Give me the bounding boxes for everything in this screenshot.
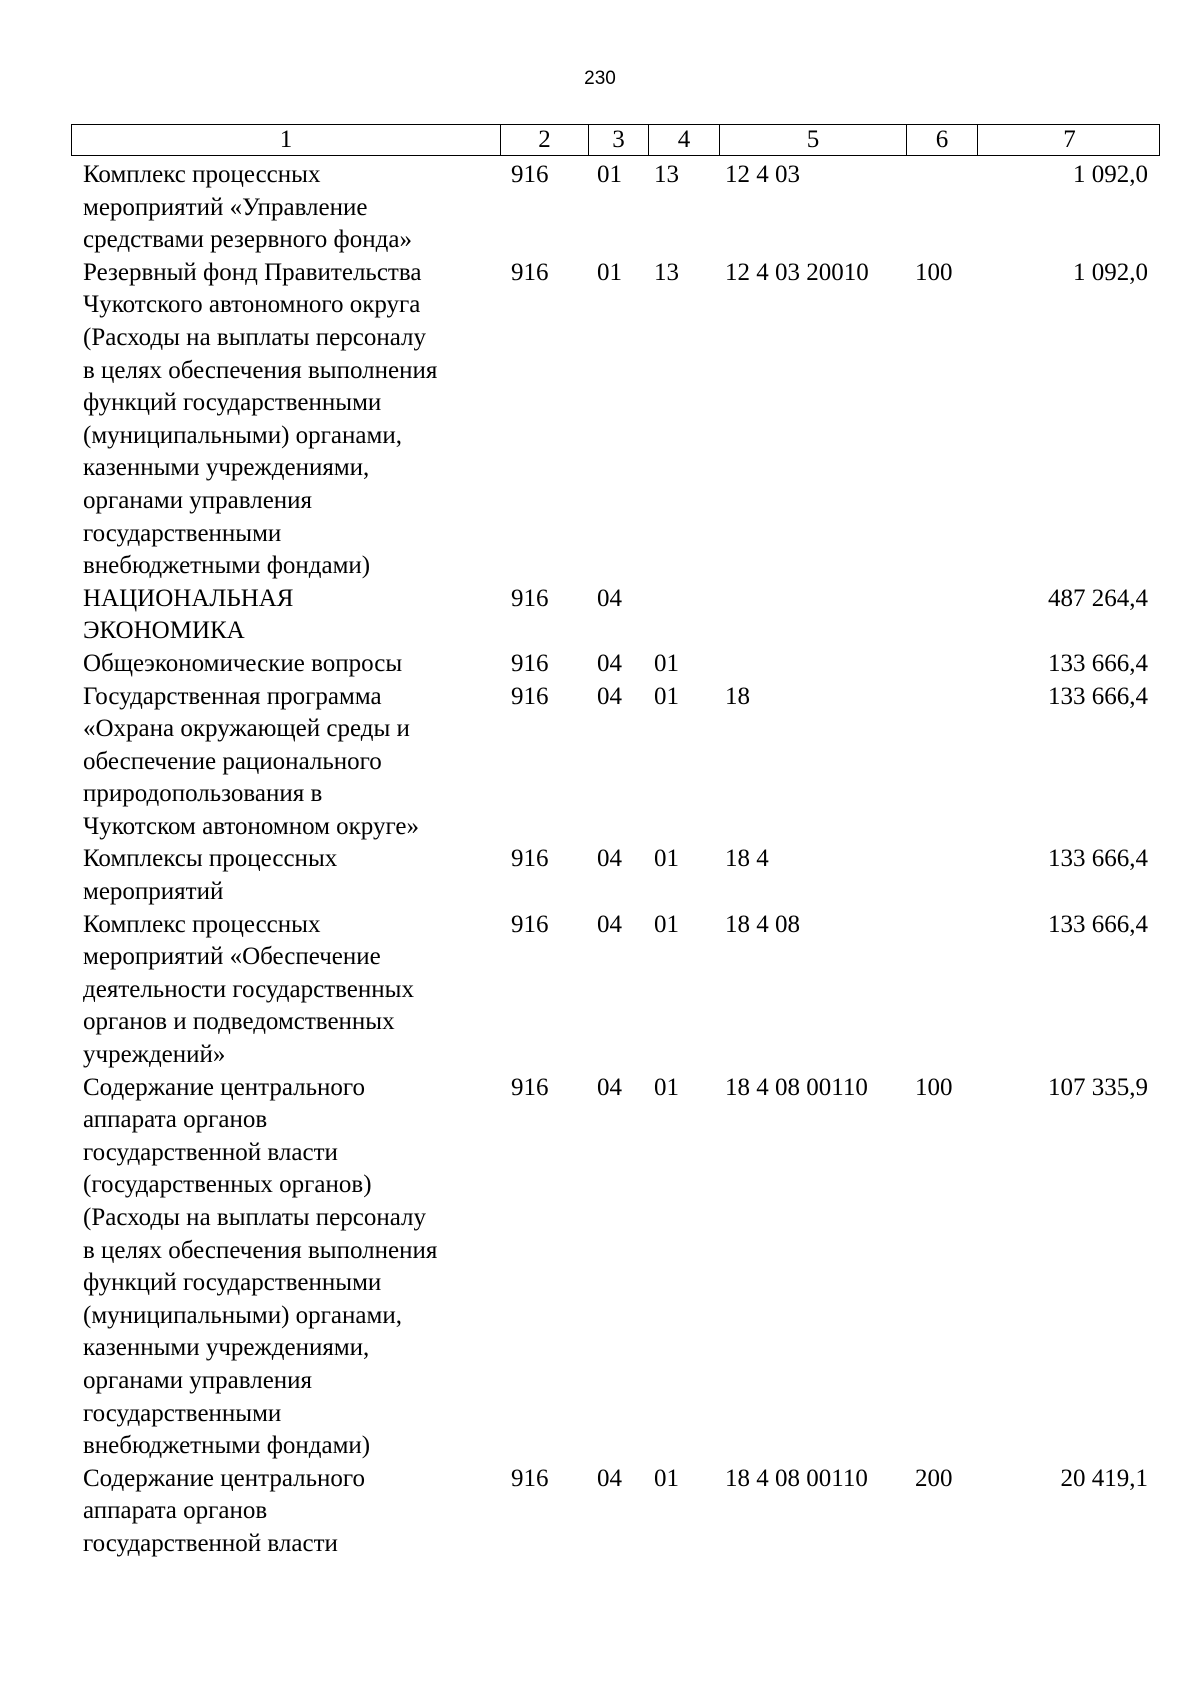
table-row [71,681,1160,844]
row-name: Комплекс процессных мероприятий «Управление средствами резервного фонда» [83,161,412,254]
row-expense-type [905,909,976,1072]
table-row [71,583,1160,648]
column-header-6: 6 [906,125,977,155]
row-amount: 107 335,9 [1048,1073,1148,1101]
table-row [71,1463,1160,1561]
row-code: 916 [511,910,549,938]
row-subsection: 13 [654,161,679,188]
row-name: Государственная программа «Охрана окружающей среды и обеспечение рационального природопользования в Чукотском автономном округе» [83,682,419,840]
row-section: 04 [597,584,622,612]
row-subsection: 01 [654,682,679,710]
row-expense-type [905,648,976,681]
row-code: 916 [511,682,549,710]
row-name: Комплексы процессных мероприятий [83,845,338,906]
column-header-3: 3 [588,125,648,155]
table-header [71,124,1160,156]
row-subsection: 01 [654,1073,679,1101]
row-name: Общеэкономические вопросы [83,649,403,677]
row-subsection: 01 [654,649,679,677]
row-amount: 1 092,0 [1073,258,1148,286]
row-target-article: 18 [725,682,750,710]
table-row [71,648,1160,681]
column-header-2: 2 [500,125,588,155]
row-target-article: 12 4 03 [725,161,800,188]
row-section: 04 [597,910,622,938]
row-section: 04 [597,845,622,873]
row-code: 916 [511,584,549,612]
row-subsection: 01 [654,1464,679,1492]
row-subsection [647,583,718,648]
table-row [71,159,1160,257]
row-expense-type [905,583,976,648]
row-target-article: 18 4 08 00110 [725,1464,868,1492]
row-expense-type: 100 [915,1073,953,1101]
row-name: Содержание центрального аппарата органов государственной власти (государственных органов) (Расходы на выплаты персоналу в целях обеспечения выполнения функций государственными (муниципальными) органами, казенными учреждениями, органами управления государственными внебюджетными фондами) [83,1073,438,1460]
page-number: 230 [584,68,616,89]
table-body [71,159,1160,1561]
row-amount: 487 264,4 [1048,584,1148,612]
row-target-article [718,648,905,681]
row-code: 916 [511,1464,549,1492]
row-target-article [718,583,905,648]
table-row [71,257,1160,583]
row-amount: 133 666,4 [1048,682,1148,710]
table-row [71,909,1160,1072]
row-expense-type: 200 [915,1464,953,1492]
row-section: 01 [597,161,622,188]
row-code: 916 [511,161,549,188]
column-header-4: 4 [648,125,719,155]
row-section: 04 [597,682,622,710]
row-expense-type [905,159,976,257]
row-subsection: 01 [654,845,679,873]
row-section: 04 [597,1073,622,1101]
column-header-7: 7 [977,125,1161,155]
row-target-article: 18 4 08 [725,910,800,938]
row-expense-type: 100 [915,258,953,286]
row-amount: 133 666,4 [1048,910,1148,938]
row-target-article: 12 4 03 20010 [725,258,869,286]
row-amount: 20 419,1 [1060,1464,1148,1492]
row-section: 04 [597,1464,622,1492]
row-target-article: 18 4 [725,845,769,873]
row-section: 04 [597,649,622,677]
row-section: 01 [597,258,622,286]
row-name: Резервный фонд Правительства Чукотского автономного округа (Расходы на выплаты персоналу в целях обеспечения выполнения функций государственными (муниципальными) органами, казенными учреждениями, органами управления государственными внебюджетными фондами) [83,258,438,580]
table-row [71,1072,1160,1463]
row-expense-type [905,681,976,844]
row-code: 916 [511,1073,549,1101]
row-target-article: 18 4 08 00110 [725,1073,868,1101]
row-name: НАЦИОНАЛЬНАЯ ЭКОНОМИКА [83,584,294,645]
row-expense-type [905,843,976,908]
table-row [71,843,1160,908]
column-header-1: 1 [279,126,293,153]
row-name: Содержание центрального аппарата органов государственной власти [83,1464,366,1557]
row-code: 916 [511,258,549,286]
row-amount: 1 092,0 [1073,161,1148,188]
column-header-5: 5 [719,125,906,155]
row-amount: 133 666,4 [1048,649,1148,677]
row-code: 916 [511,845,549,873]
row-name: Комплекс процессных мероприятий «Обеспечение деятельности государственных органов и подведомственных учреждений» [83,910,414,1069]
row-code: 916 [511,649,549,677]
row-amount: 133 666,4 [1048,845,1148,873]
row-subsection: 13 [654,258,679,286]
row-subsection: 01 [654,910,679,938]
